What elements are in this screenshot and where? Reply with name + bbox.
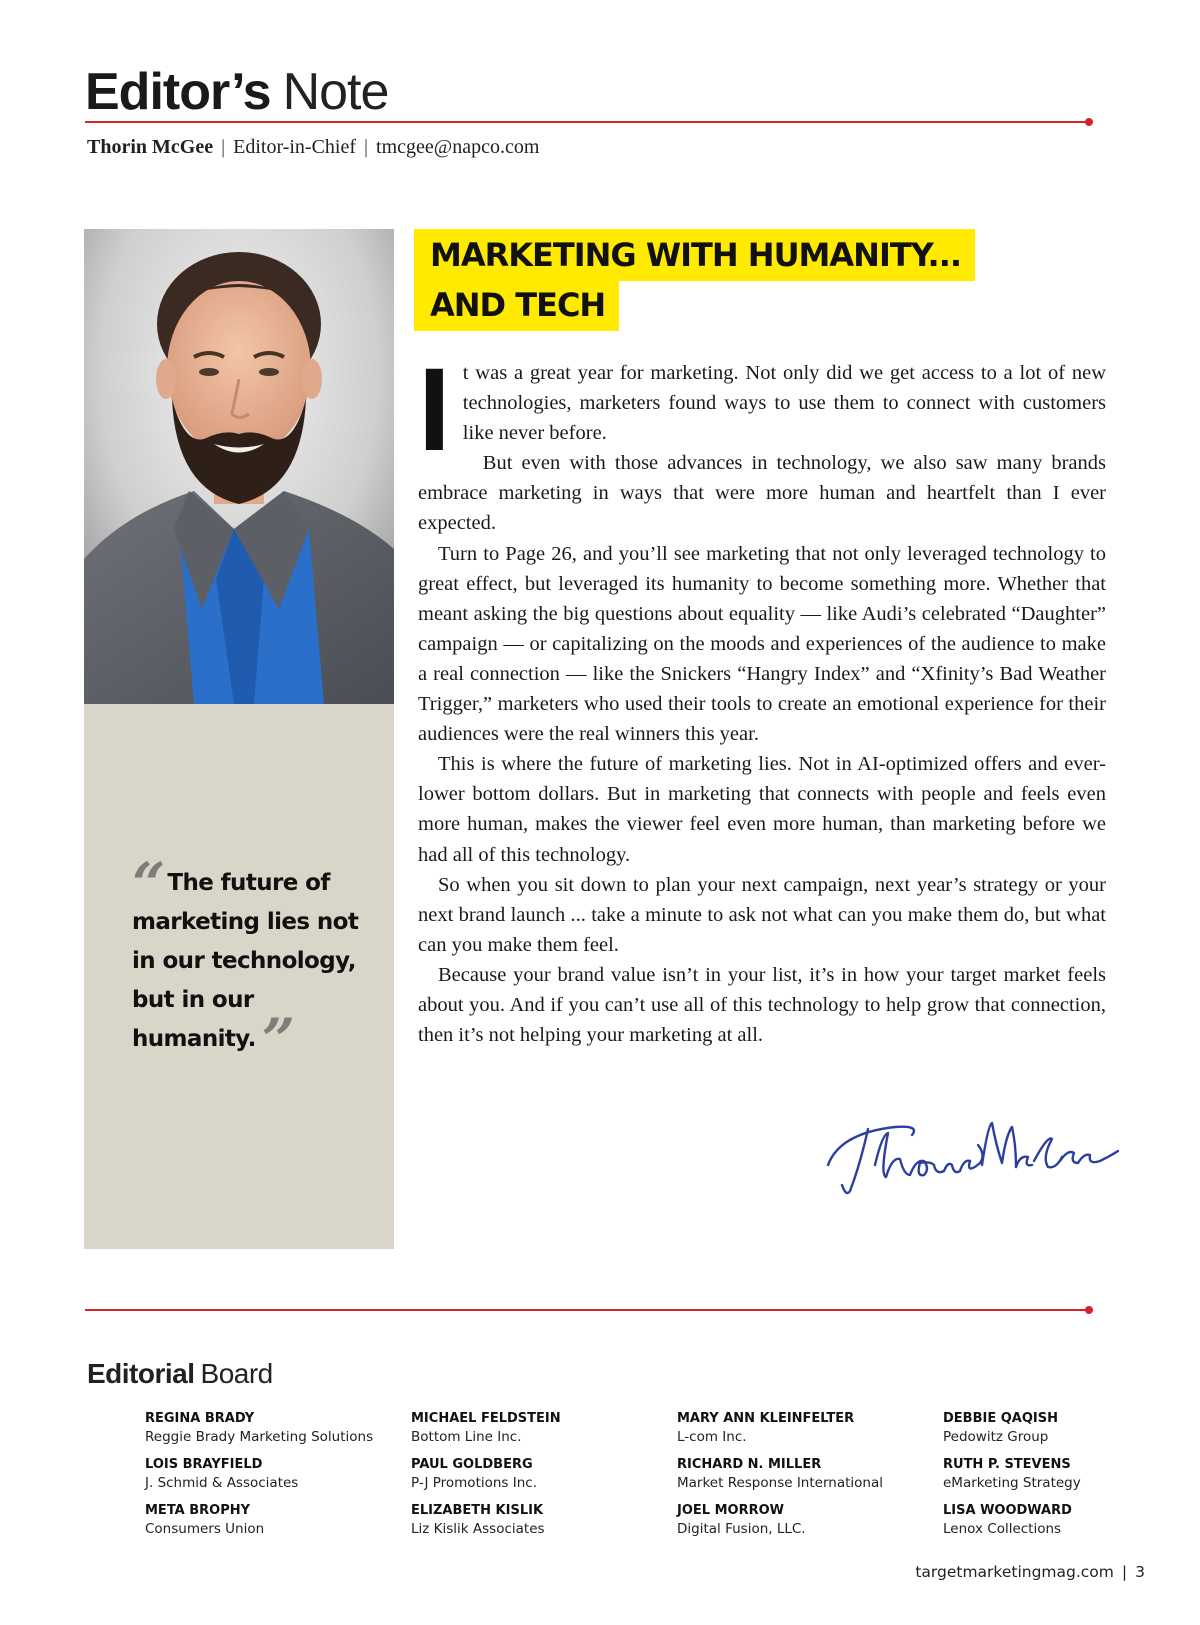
board-member: LOIS BRAYFIELD J. Schmid & Associates (145, 1457, 299, 1491)
title-bold: Editor’s (85, 63, 271, 121)
author-name: Thorin McGee (87, 136, 214, 158)
article-paragraph: It was a great year for marketing. Not only did we get access to a lot of new technologies, marketers found ways to use them to connect with customers like never before. (418, 344, 1106, 476)
header-rule (85, 121, 1090, 123)
open-quote-icon: “ (132, 850, 162, 918)
page-footer (915, 1563, 1145, 1581)
editorial-board-title: Editorial Board (87, 1358, 273, 1389)
headline-line-1: MARKETING WITH HUMANITY... (414, 229, 975, 281)
board-member: LISA WOODWARD Lenox Collections (943, 1503, 1072, 1537)
author-role: Editor-in-Chief (233, 136, 357, 158)
board-member: PAUL GOLDBERG P-J Promotions Inc. (411, 1457, 538, 1491)
byline-separator: | (364, 136, 369, 158)
article-paragraph: So when you sit down to plan your next campaign, next year’s strategy or your next brand launch ... take a minute to ask not what can you make them do, but what can you make them feel. (418, 873, 1106, 956)
editor-portrait (84, 229, 394, 704)
board-member: JOEL MORROW Digital Fusion, LLC. (677, 1503, 806, 1537)
pull-quote (132, 850, 382, 1074)
board-rule (85, 1309, 1090, 1311)
board-member: MICHAEL FELDSTEIN Bottom Line Inc. (411, 1411, 561, 1445)
board-member: DEBBIE QAQISH Pedowitz Group (943, 1411, 1058, 1445)
pull-quote-text: The future of marketing lies not in our technology, but in our humanity. (132, 870, 359, 1052)
board-member: RUTH P. STEVENS eMarketing Strategy (943, 1457, 1081, 1491)
title-light: Note (282, 63, 389, 121)
article-paragraph: But even with those advances in technology, we also saw many brands embrace marketing in ways that were more human and heartfelt than I ever expected. (418, 452, 1106, 535)
article-paragraph: Turn to Page 26, and you’ll see marketing that not only leveraged technology to great effect, but leveraged its humanity to become something more. Whether that meant asking the big questions about equality — like Audi’s celebrated “Daughter” campaign — or capitalizing on the moods and experiences of the audience to make a real connection — like the Snickers “Hangry Index” and “Xfinity’s Bad Weather Trigger,” marketers who used their tools to create an emotional experience for their audiences were the real winners this year. (418, 542, 1106, 746)
footer-site-link[interactable]: targetmarketingmag.com (915, 1563, 1114, 1581)
editorial-board-list (145, 1410, 1105, 1538)
page-header (85, 62, 1135, 122)
author-email[interactable]: tmcgee@napco.com (376, 136, 540, 158)
byline-separator: | (221, 136, 226, 158)
article-paragraph: Because your brand value isn’t in your list, it’s in how your target market feels about you. And if you can’t use all of this technology to help grow that connection, then it’s not helping your marketing at all. (418, 963, 1106, 1047)
byline (87, 136, 539, 159)
board-member: REGINA BRADY Reggie Brady Marketing Solutions (145, 1411, 374, 1445)
page-title (85, 62, 1135, 122)
board-member: RICHARD N. MILLER Market Response International (677, 1457, 883, 1491)
board-member: MARY ANN KLEINFELTER L-com Inc. (677, 1411, 855, 1445)
footer-separator: | (1121, 1563, 1128, 1581)
pull-quote-panel (84, 704, 394, 1249)
headline-line-2: AND TECH (414, 279, 619, 331)
board-member: META BROPHY Consumers Union (145, 1503, 265, 1537)
portrait-illustration (84, 229, 394, 704)
signature-image (820, 1105, 1120, 1200)
drop-cap: I (418, 344, 451, 476)
article-paragraph: This is where the future of marketing lies. Not in AI-optimized offers and ever-lower bottom dollars. But in marketing that connects with people and feels even more human, makes the viewer feel even more human, than marketing before we had all of this technology. (418, 753, 1106, 866)
article-headline (414, 229, 975, 331)
close-quote-icon: ” (261, 1006, 292, 1074)
page-number: 3 (1135, 1563, 1145, 1581)
board-member: ELIZABETH KISLIK Liz Kislik Associates (411, 1503, 545, 1537)
article-body (418, 344, 1106, 1050)
